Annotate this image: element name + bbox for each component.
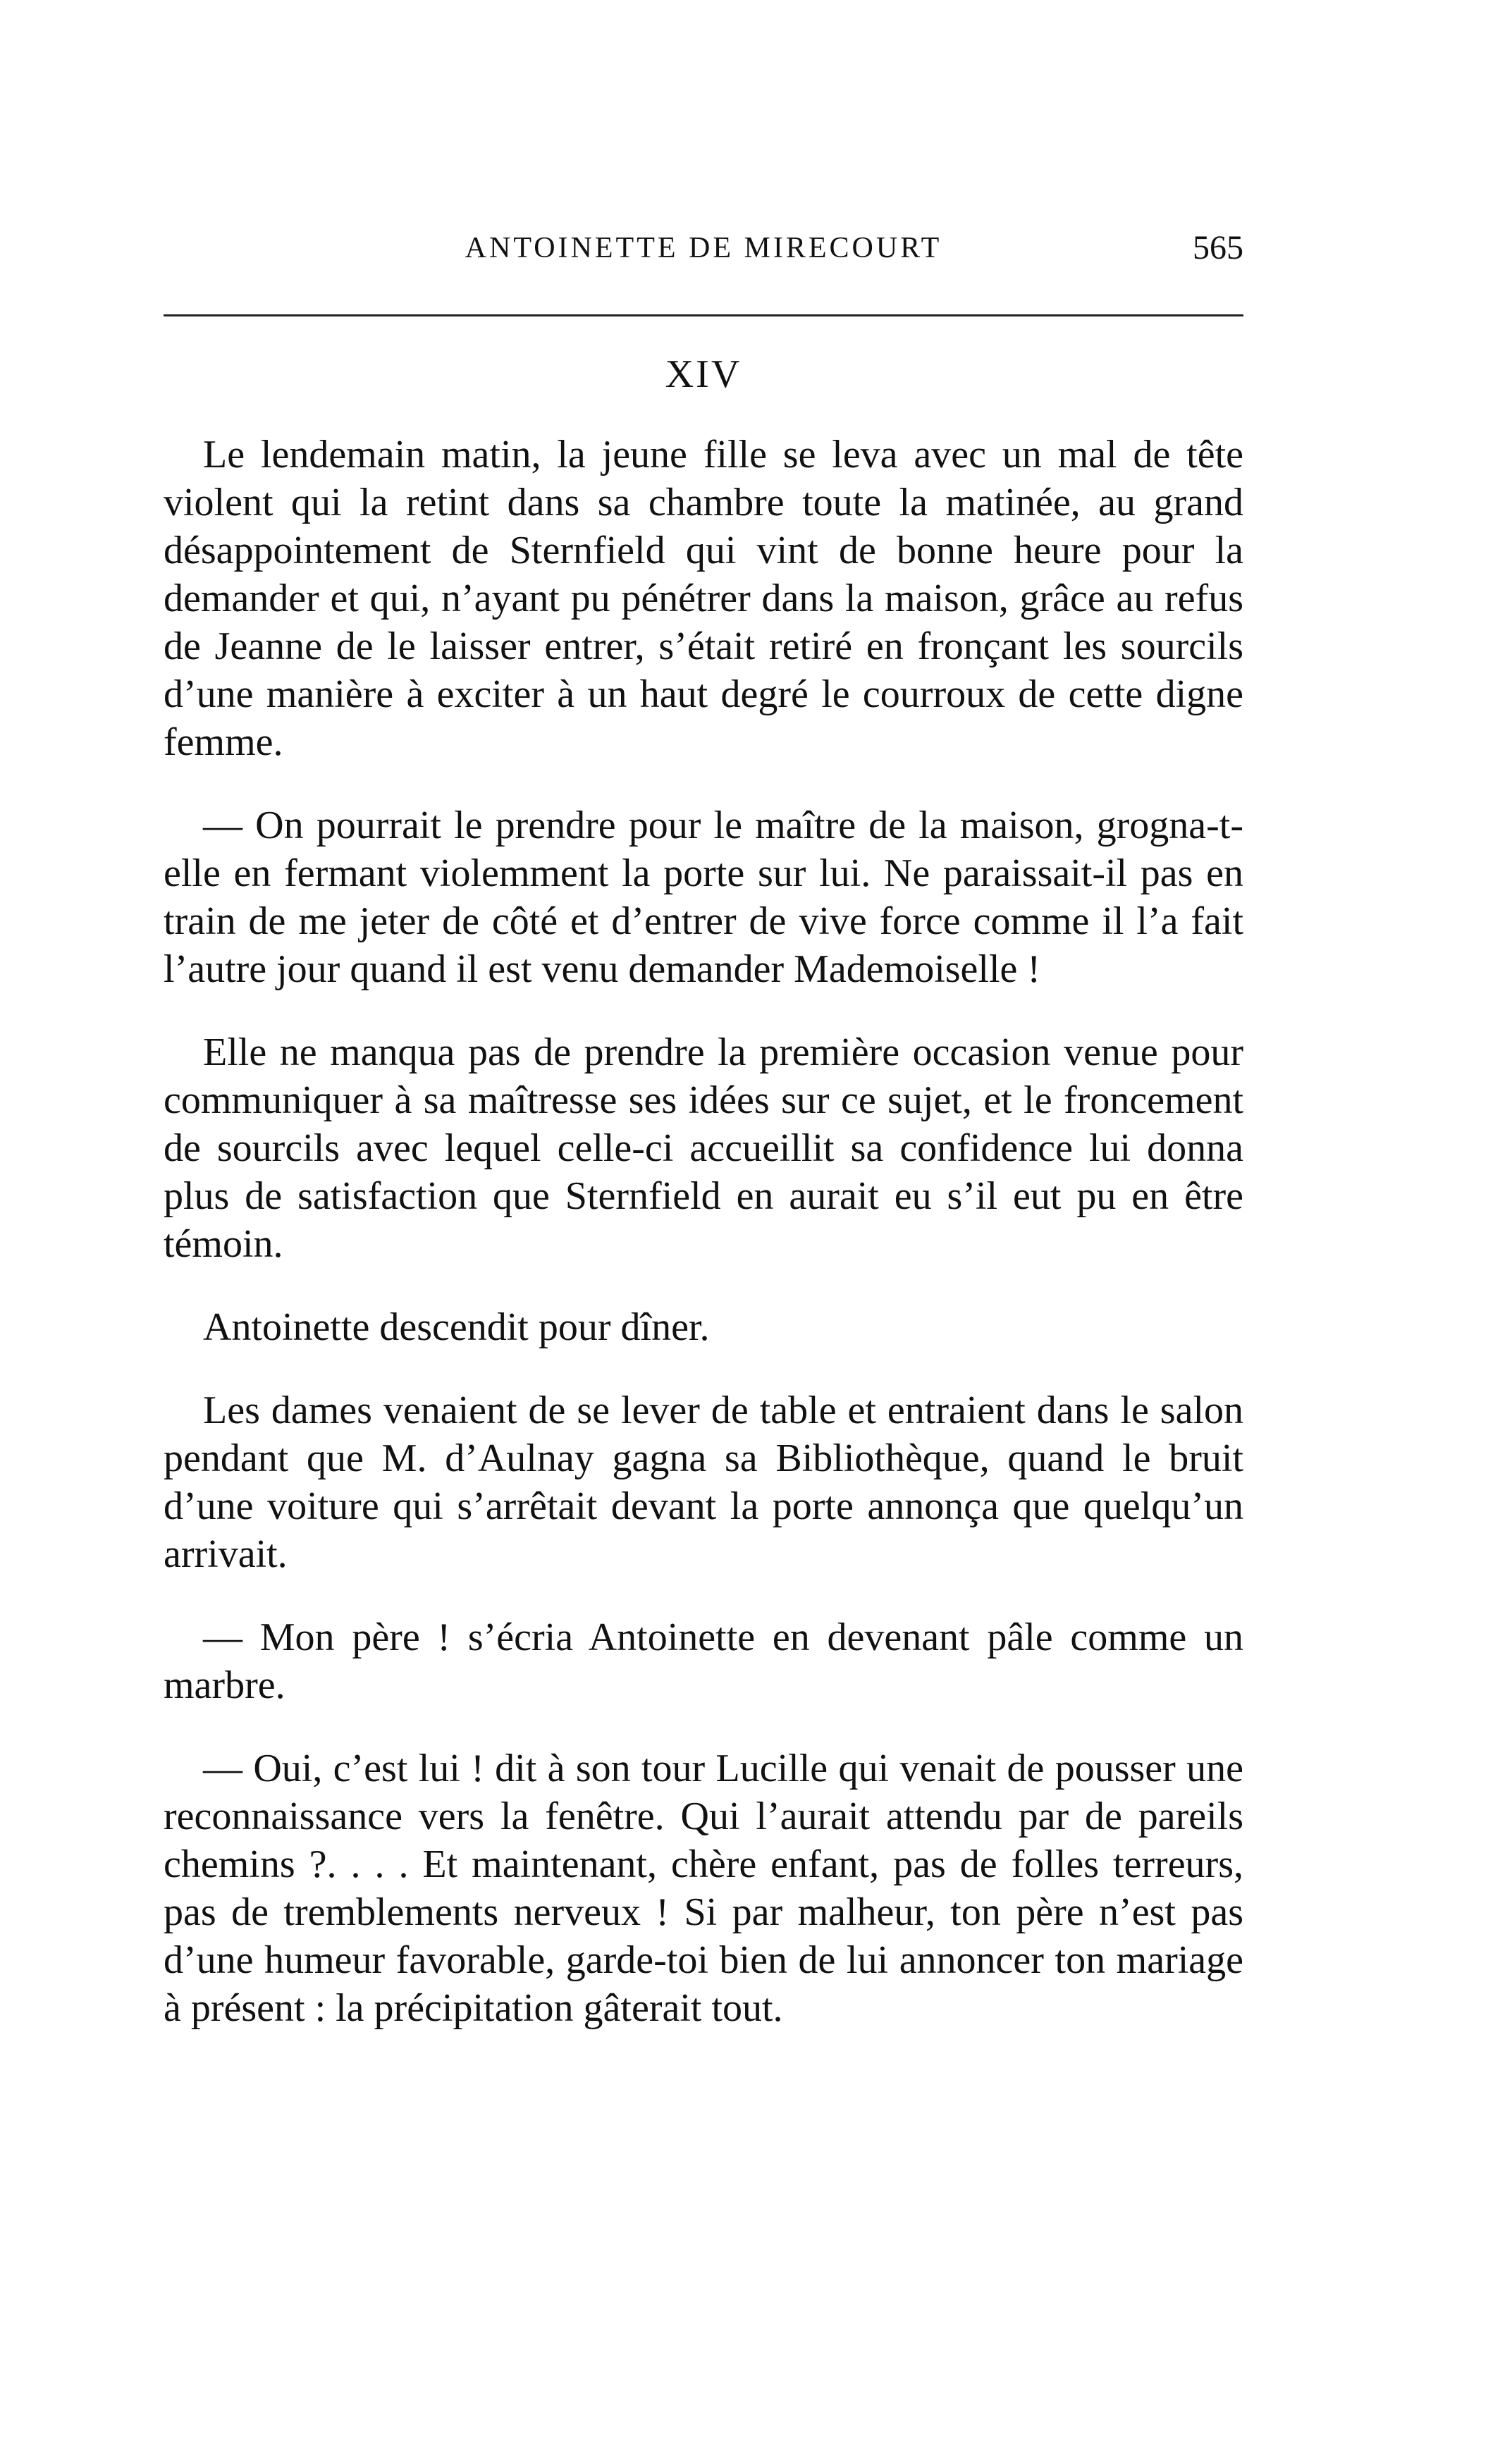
running-title: ANTOINETTE DE MIRECOURT <box>465 232 942 264</box>
paragraph-1: Le lendemain matin, la jeune fille se leva avec un mal de tête violent qui la retint dans sa chambre toute la matinée, au grand désappointement de Sternfield qui vint de bonne heure pour la demander et qui, n’ayant pu pénétrer dans la maison, grâce au refus de Jeanne de le laisser entrer, s’était retiré en fronçant les sourcils d’une manière à exciter à un haut degré le courroux de cette digne femme. <box>164 433 1243 764</box>
running-header <box>164 226 1243 282</box>
header-rule <box>164 314 1243 316</box>
paragraph-2: — On pourrait le prendre pour le maître de la maison, grogna-t-elle en fermant violemment la porte sur lui. Ne paraissait-il pas en train de me jeter de côté et d’entrer de vive force comme il l’a fait l’autre jour quand il est venu demander Mademoiselle ! <box>164 804 1243 991</box>
paragraph-5: Les dames venaient de se lever de table et entraient dans le salon pendant que M. d’Aulnay gagna sa Bibliothèque, quand le bruit d’une voiture qui s’arrêtait devant la porte annonça que quelqu’un arrivait. <box>164 1389 1243 1576</box>
page-number: 565 <box>1193 229 1243 266</box>
paragraph-4: Antoinette descendit pour dîner. <box>203 1305 710 1349</box>
body-text <box>164 431 1243 2032</box>
chapter-number: XIV <box>665 352 742 396</box>
book-page <box>164 226 1243 2032</box>
paragraph-6: — Mon père ! s’écria Antoinette en devenant pâle comme un marbre. <box>164 1616 1243 1707</box>
paragraph-7: — Oui, c’est lui ! dit à son tour Lucille qui venait de pousser une reconnaissance vers la fenêtre. Qui l’aurait attendu par de pareils chemins ?. . . . Et maintenant, chère enfant, pas de folles terreurs, pas de tremblements nerveux ! Si par malheur, ton père n’est pas d’une humeur favorable, garde-toi bien de lui annoncer ton mariage à présent : la précipitation gâterait tout. <box>164 1747 1243 2030</box>
paragraph-3: Elle ne manqua pas de prendre la première occasion venue pour communiquer à sa maîtresse ses idées sur ce sujet, et le froncement de sourcils avec lequel celle-ci accueillit sa confidence lui donna plus de satisfaction que Sternfield en aurait eu s’il eut pu en être témoin. <box>164 1030 1243 1266</box>
